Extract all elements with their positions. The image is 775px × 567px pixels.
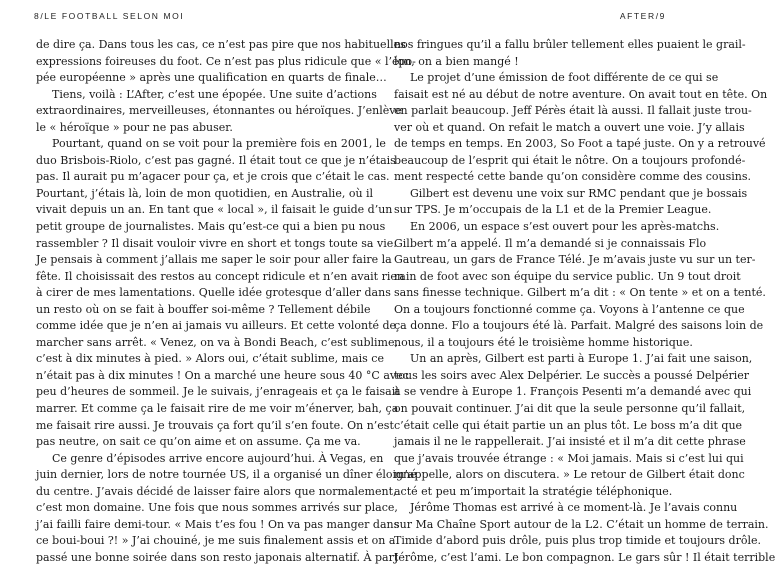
text-line: à se vendre à Europe 1. François Pesenti m’a demandé avec qui (394, 385, 752, 399)
text-line: Pourtant, j’étais là, loin de mon quotidien, en Australie, où il (36, 186, 374, 200)
text-line: vivait depuis un an. En tant que « local », il faisait le guide d’un (36, 203, 393, 217)
text-line: Pourtant, quand on se voit pour la première fois en 2001, le (52, 137, 386, 151)
text-line: c’est à dix minutes à pied. » Alors oui, c’était sublime, mais ce (36, 352, 384, 366)
text-line: Jérôme, c’est l’ami. Le bon compagnon. Le gars sûr ! Il était terrible (394, 550, 775, 564)
text-line: tous les soirs avec Alex Delpérier. Le succès a poussé Delpérier (394, 368, 750, 382)
text-line: lon, on a bien mangé ! (394, 54, 519, 68)
left-running-head (34, 11, 184, 21)
text-line: Ce genre d’épisodes arrive encore aujourd’hui. À Vegas, en (52, 451, 384, 465)
text-line: marcher sans arrêt. « Venez, on va à Bondi Beach, c’est sublime, (36, 335, 398, 349)
text-line: pée européenne » après une qualification en quarts de finale… (36, 71, 387, 85)
text-line: nos fringues qu’il a fallu brûler tellement elles puaient le grail- (394, 38, 746, 51)
text-line: me faisait rire aussi. Je trouvais ça fort qu’il s’en foute. On n’est (36, 418, 394, 432)
text-line: de dire ça. Dans tous les cas, ce n’est pas pire que nos habituelles (36, 38, 406, 51)
text-line: à cirer de mes lamentations. Quelle idée grotesque d’aller dans (36, 286, 391, 300)
text-line: rain de foot avec son équipe du service public. Un 9 tout droit (394, 269, 741, 283)
text-line: fête. Il choisissait des restos au concept ridicule et n’en avait rien (36, 269, 404, 283)
left-book-title: LE FOOTBALL SELON MOI (44, 11, 185, 21)
right-header-separator: / (655, 11, 660, 21)
text-line: comme idée que je n’en ai jamais vu ailleurs. Et cette volonté de (36, 319, 397, 333)
text-line: m’appelle, alors on discutera. » Le retour de Gilbert était donc (394, 468, 745, 482)
text-line: du centre. J’avais décidé de laisser faire alors que normalement, (36, 484, 397, 498)
right-running-head (620, 11, 666, 21)
text-line: un resto où on se fait à bouffer soi-même ? Tellement débile (36, 302, 371, 316)
text-line: Le projet d’une émission de foot différente de ce qui se (410, 71, 719, 85)
left-header-separator: / (40, 11, 45, 21)
text-line: de temps en temps. En 2003, So Foot a tapé juste. On y a retrouvé (394, 137, 766, 151)
text-line: beaucoup de l’esprit qui était le nôtre. On a toujours profondé- (394, 153, 746, 167)
text-line: ver où et quand. On refait le match a ouvert une voie. J’y allais (394, 120, 745, 134)
text-line: nous, il a toujours été le troisième homme historique. (394, 335, 693, 349)
text-line: peu d’heures de sommeil. Je le suivais, j’enrageais et ça le faisait (36, 385, 400, 399)
text-line: Un an après, Gilbert est parti à Europe 1. J’ai fait une saison, (410, 352, 753, 366)
text-line: n’était pas à dix minutes ! On a marché une heure sous 40 °C avec (36, 368, 409, 382)
left-page-number: 8 (34, 11, 41, 21)
text-line: Gilbert m’a appelé. Il m’a demandé si je connaissais Flo (394, 236, 707, 250)
text-line: sur Ma Chaîne Sport autour de la L2. C’était un homme de terrain. (394, 517, 769, 531)
text-line: Jérôme Thomas est arrivé à ce moment-là. Je l’avais connu (410, 501, 738, 515)
text-line: que j’avais trouvée étrange : « Moi jamais. Mais si c’est lui qui (394, 451, 744, 465)
right-page (350, 0, 775, 564)
text-line: marrer. Et comme ça le faisait rire de me voir m’énerver, bah, ça (36, 402, 399, 416)
right-page-number: 9 (659, 11, 666, 21)
text-line: Timide d’abord puis drôle, puis plus trop timide et toujours drôle. (394, 534, 762, 548)
text-line: en parlait beaucoup. Jeff Pérès était là aussi. Il fallait juste trou- (394, 104, 752, 118)
text-line: duo Brisbois-Riolo, c’est pas gagné. Il était tout ce que je n’étais (36, 153, 396, 167)
text-line: sans finesse technique. Gilbert m’a dit : « On tente » et on a tenté. (394, 286, 766, 300)
text-line: juin dernier, lors de notre tournée US, il a organisé un dîner éloigné (36, 468, 417, 482)
text-line: Gilbert est devenu une voix sur RMC pendant que je bossais (410, 186, 748, 200)
text-line: c’était celle qui était partie un an plus tôt. Le boss m’a dit que (394, 418, 743, 432)
text-line: pas. Il aurait pu m’agacer pour ça, et je crois que c’était le cas. (36, 170, 390, 184)
text-line: petit groupe de journalistes. Mais qu’est-ce qui a bien pu nous (36, 220, 386, 234)
text-line: rassembler ? Il disait vouloir vivre en short et tongs toute sa vie. (36, 236, 397, 250)
text-line: le « héroïque » pour ne pas abuser. (36, 120, 233, 134)
text-line: Tiens, voilà : L’After, c’est une épopée. Une suite d’actions (52, 87, 377, 101)
text-line: Je pensais à comment j’allais me saper le soir pour aller faire la (36, 253, 392, 267)
text-line: ça donne. Flo a toujours été là. Parfait. Malgré des saisons loin de (394, 319, 764, 333)
text-line: expressions foireuses du foot. Ce n’est pas plus ridicule que « l’épo- (36, 54, 416, 68)
text-line: ment respecté cette bande qu’on considère comme des cousins. (394, 170, 752, 184)
text-line: acté et peu m’importait la stratégie téléphonique. (394, 484, 673, 498)
right-running-title: AFTER (619, 11, 656, 21)
text-line: Gautreau, un gars de France Télé. Je m’avais juste vu sur un ter- (394, 253, 756, 267)
text-line: jamais il ne le rappellerait. J’ai insisté et il m’a dit cette phrase (394, 435, 746, 449)
text-line: On a toujours fonctionné comme ça. Voyons à l’antenne ce que (394, 302, 745, 316)
text-line: pas neutre, on sait ce qu’on aime et on assume. Ça me va. (36, 435, 361, 449)
right-page-text (394, 37, 775, 567)
text-line: c’est mon domaine. Une fois que nous sommes arrivés sur place, (36, 501, 398, 515)
text-line: extraordinaires, merveilleuses, étonnantes ou héroïques. J’enlève (36, 104, 402, 118)
text-line: passé une bonne soirée dans son resto japonais alternatif. À part (36, 550, 399, 564)
left-page-text (36, 37, 417, 567)
text-line: faisait est né au début de notre aventure. On avait tout en tête. On (394, 87, 768, 101)
text-line: j’ai failli faire demi-tour. « Mais t’es fou ! On va pas manger dans (36, 517, 400, 531)
text-line: sur TPS. Je m’occupais de la L1 et de la Premier League. (394, 203, 712, 217)
text-line: on pouvait continuer. J’ai dit que la seule personne qu’il fallait, (394, 402, 746, 416)
text-line: ce boui-boui ?! » J’ai chouiné, je me suis finalement assis et on a (36, 534, 396, 548)
text-line: En 2006, un espace s’est ouvert pour les après-matchs. (410, 220, 720, 234)
